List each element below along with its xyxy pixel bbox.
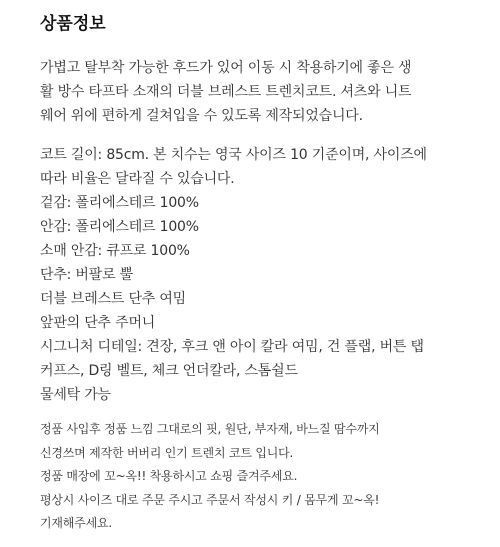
- intro-line: 가볍고 탈부착 가능한 후드가 있어 이동 시 착용하기에 좋은 생: [40, 60, 412, 76]
- intro-paragraph: [40, 56, 480, 128]
- spec-line: 코트 길이: 85cm. 본 치수는 영국 사이즈 10 기준이며, 사이즈에: [40, 147, 427, 163]
- spec-line: 시그니처 디테일: 견장, 후크 앤 아이 칼라 여밈, 건 플랩, 버튼 탭: [40, 339, 424, 355]
- spec-line: 소매 안감: 큐프로 100%: [40, 243, 190, 259]
- section-title: 상품정보: [40, 14, 106, 34]
- spec-line: 더블 브레스트 단추 여밈: [40, 291, 186, 307]
- spec-line: 안감: 폴리에스테르 100%: [40, 219, 199, 235]
- note-line: 기재해주세요.: [40, 516, 112, 530]
- spec-line: 물세탁 가능: [40, 387, 111, 403]
- spec-line: 앞판의 단추 주머니: [40, 315, 156, 331]
- spec-line: 겉감: 폴리에스테르 100%: [40, 195, 199, 211]
- spec-list: [40, 143, 480, 407]
- intro-line: 활 방수 타프타 소재의 더블 브레스트 트렌치코트. 셔츠와 니트: [40, 84, 412, 100]
- note-line: 신경쓰며 제작한 버버리 인기 트렌치 코트 입니다.: [40, 445, 294, 460]
- note-line: 정품 사입후 정품 느낌 그대로의 핏, 원단, 부자재, 바느질 땀수까지: [40, 422, 380, 436]
- intro-line: 웨어 위에 편하게 걸쳐입을 수 있도록 제작되었습니다.: [40, 108, 363, 124]
- spec-line: 커프스, D링 벨트, 체크 언더칼라, 스톰쉴드: [40, 363, 298, 379]
- note-line: 평상시 사이즈 대로 주문 주시고 주문서 작성시 키 / 몸무게 꼬~옥!: [40, 492, 380, 507]
- spec-line: 따라 비율은 달라질 수 있습니다.: [40, 171, 235, 187]
- spec-line: 단추: 버팔로 뿔: [40, 267, 133, 283]
- note-line: 정품 매장에 꼬~옥!! 착용하시고 쇼핑 즐겨주세요.: [40, 469, 298, 483]
- seller-notes: [40, 418, 480, 536]
